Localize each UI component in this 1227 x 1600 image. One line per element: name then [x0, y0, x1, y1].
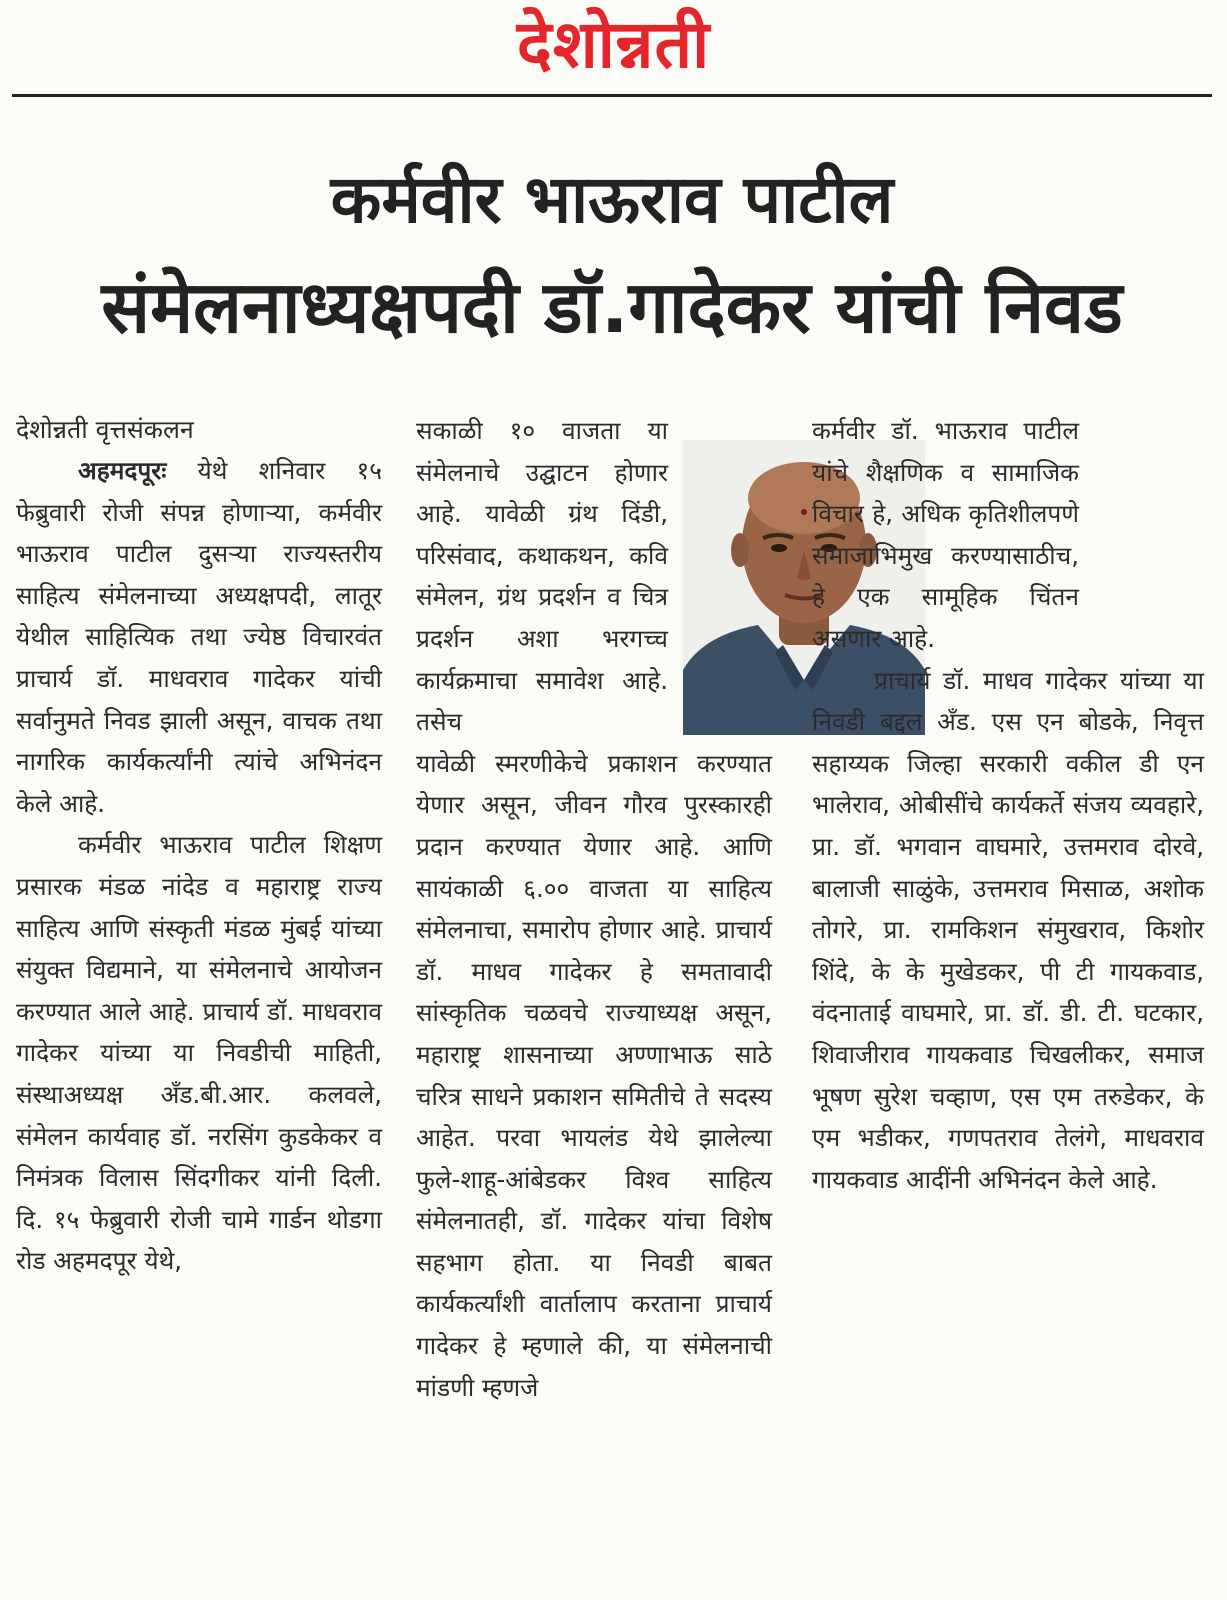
article-column-3	[812, 410, 1204, 1200]
dateline: अहमदपूरः	[78, 456, 167, 485]
headline-line-1: कर्मवीर भाऊराव पाटील	[330, 161, 894, 238]
column-3-text: प्राचार्य डॉ. माधव गादेकर यांच्या या निवडी बद्दल अँड. एस एन बोडके, निवृत्त सहाय्यक जिल्हा सरकारी वकील डी एन भालेराव, ओबीसींचे कार्यकर्ते संजय व्यवहारे, प्रा. डॉ. भगवान वाघमारे, उत्तमराव दोरवे, बालाजी साळुंके, उत्तमराव मिसाळ, अशोक तोगरे, प्रा. रामकिशन संमुखराव, किशोर शिंदे, के के मुखेडकर, पी टी गायकवाड, वंदनाताई वाघमारे, प्रा. डॉ. डी. टी. घटकार, शिवाजीराव गायकवाड चिखलीकर, समाज भूषण सुरेश चव्हाण, एस एम तरुडेकर, के एम भडीकर, गणपतराव तेलंगे, माधवराव गायकवाड आदींनी अभिनंदन केले आहे.	[812, 665, 1204, 1194]
newspaper-masthead	[0, 0, 1227, 92]
column-2-top-text: सकाळी १० वाजता या संमेलनाचे उद्घाटन होणार आहे. यावेळी ग्रंथ दिंडी, परिसंवाद, कथाकथन, कवि संमेलन, ग्रंथ प्रदर्शन व चित्र प्रदर्शन अशा भरगच्च कार्यक्रमाचा समावेश आहे. तसेच	[416, 416, 668, 737]
article-paragraph	[16, 450, 382, 824]
column-3-top-text: कर्मवीर डॉ. भाऊराव पाटील यांचे शैक्षणिक व सामाजिक विचार हे, अधिक कृतिशीलपणे समाजाभिमुख करण्यासाठीच, हे एक सामूहिक चिंतन असणार आहे.	[812, 416, 1079, 653]
masthead-logo: देशोन्नती	[516, 6, 711, 83]
column-2-text: यावेळी स्मरणीकेचे प्रकाशन करण्यात येणार असून, जीवन गौरव पुरस्कारही प्रदान करण्यात येणार आहे. आणि सायंकाळी ६.०० वाजता या साहित्य संमेलनाचा, समारोप होणार आहे. प्राचार्य डॉ. माधव गादेकर हे समतावादी सांस्कृतिक चळवचे राज्याध्यक्ष असून, महाराष्ट्र शासनाच्या अण्णाभाऊ साठे चरित्र साधने प्रकाशन समितीचे ते सदस्य आहेत. परवा भायलंड येथे झालेल्या फुले-शाहू-आंबेडकर विश्व साहित्य संमेलनातही, डॉ. गादेकर यांचा विशेष सहभाग होता. या निवडी बाबत कार्यकर्त्यांशी वार्तालाप करताना प्राचार्य गादेकर हे म्हणाले की, या संमेलनाची मांडणी म्हणजे	[416, 748, 772, 1402]
byline: देशोन्नती वृत्तसंकलन	[16, 415, 194, 444]
headline-line-2: संमेलनाध्यक्षपदी डॉ.गादेकर यांची निवड	[101, 265, 1123, 349]
article-paragraph-2: कर्मवीर भाऊराव पाटील शिक्षण प्रसारक मंडळ नांदेड व महाराष्ट्र राज्य साहित्य आणि संस्कृती मंडळ मुंबई यांच्या संयुक्त विद्यमाने, या संमेलनाचे आयोजन करण्यात आले आहे. प्राचार्य डॉ. माधवराव गादेकर यांच्या या निवडीची माहिती, संस्थाअध्यक्ष अँड.बी.आर. कलवले, संमेलन कार्यवाह डॉ. नरसिंग कुडकेकर व निमंत्रक विलास सिंदगीकर यांनी दिली. दि. १५ फेब्रुवारी रोजी चामे गार्डन थोडगा रोड अहमदपूर येथे,	[16, 830, 382, 1276]
article-headline	[12, 150, 1212, 360]
masthead-divider	[12, 94, 1212, 97]
paragraph-text: येथे शनिवार १५ फेब्रुवारी रोजी संपन्न होणाऱ्या, कर्मवीर भाऊराव पाटील दुसऱ्या राज्यस्तरीय साहित्य संमेलनाच्या अध्यक्षपदी, लातूर येथील साहित्यिक तथा ज्येष्ठ विचारवंत प्राचार्य डॉ. माधवराव गादेकर यांची सर्वानुमते निवड झाली असून, वाचक तथा नागरिक कार्यकर्त्यांनी त्यांचे अभिनंदन केले आहे.	[16, 456, 382, 818]
article-column-1	[16, 410, 382, 1282]
